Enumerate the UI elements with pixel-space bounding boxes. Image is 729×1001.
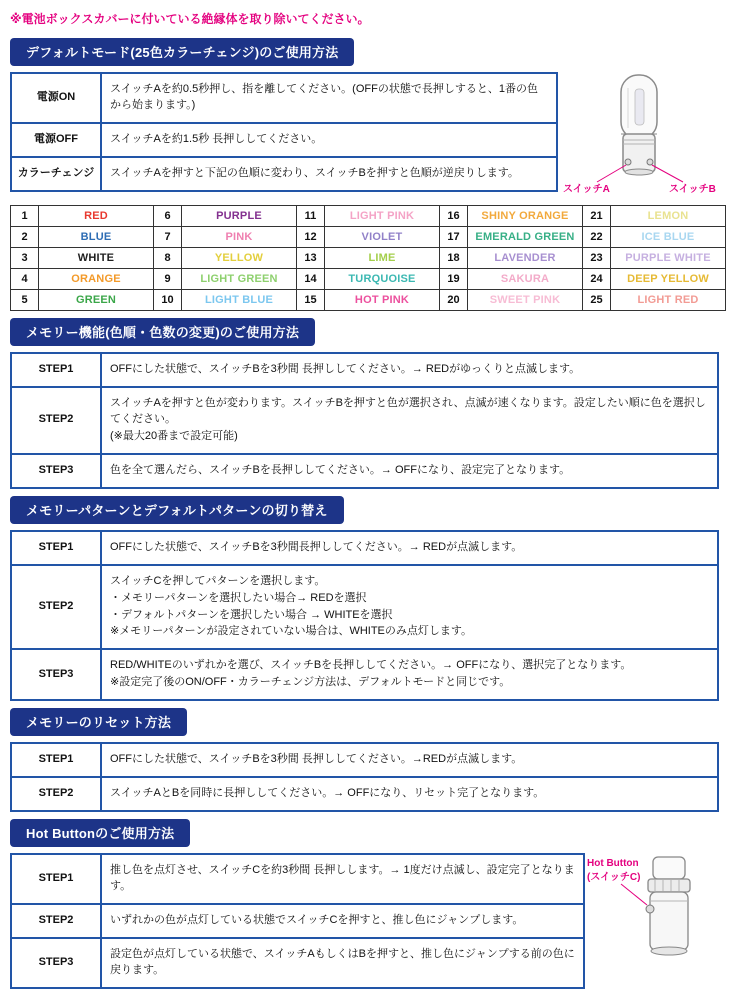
table-row	[11, 649, 718, 700]
row-text-line: ・デフォルトパターンを選択したい場合 → WHITEを選択	[110, 608, 393, 621]
row-label: STEP1	[11, 353, 101, 387]
row-text	[101, 454, 718, 488]
row-text-line: OFFにした状態で、スイッチBを3秒間長押ししてください。→ REDが点滅します。	[110, 540, 523, 553]
row-label: STEP3	[11, 649, 101, 700]
color-table-row	[11, 227, 726, 248]
color-name: WHITE	[39, 248, 154, 269]
row-text-line: いずれかの色が点灯している状態でスイッチCを押すと、推し色にジャンプします。	[110, 914, 524, 926]
color-name: RED	[39, 206, 154, 227]
row-text	[101, 73, 557, 123]
color-table-row	[11, 206, 726, 227]
row-text	[101, 123, 557, 157]
color-name: ICE BLUE	[611, 227, 726, 248]
color-name: LAVENDER	[468, 248, 583, 269]
hot-button-table	[10, 853, 585, 989]
color-number: 9	[154, 269, 182, 290]
color-number: 25	[583, 290, 611, 311]
color-number: 24	[583, 269, 611, 290]
row-text-line: スイッチAを約1.5秒 長押ししてください。	[110, 132, 323, 145]
color-number: 21	[583, 206, 611, 227]
color-name: LIGHT GREEN	[182, 269, 297, 290]
row-text-line: ※設定完了後のON/OFF・カラーチェンジ方法は、デフォルトモードと同じです。	[110, 676, 511, 689]
row-text	[101, 743, 718, 777]
color-name: SHINY ORANGE	[468, 206, 583, 227]
row-label: STEP1	[11, 854, 101, 904]
row-label: 電源OFF	[11, 123, 101, 157]
memory-reset-table	[10, 742, 719, 812]
color-order-table	[10, 205, 726, 311]
color-name: LEMON	[611, 206, 726, 227]
color-number: 5	[11, 290, 39, 311]
row-text-line: スイッチCを押してパターンを選択します。	[110, 574, 326, 587]
table-row	[11, 565, 718, 650]
color-number: 18	[440, 248, 468, 269]
color-name: HOT PINK	[325, 290, 440, 311]
color-name: PURPLE	[182, 206, 297, 227]
color-name: TURQUOISE	[325, 269, 440, 290]
row-text-line: スイッチAを押すと下記の色順に変わり、スイッチBを押すと色順が逆戻りします。	[110, 166, 519, 179]
color-number: 15	[297, 290, 325, 311]
color-name: EMERALD GREEN	[468, 227, 583, 248]
color-name: LIGHT BLUE	[182, 290, 297, 311]
hot-button-drawing	[585, 853, 719, 965]
row-label: STEP2	[11, 387, 101, 454]
table-row	[11, 531, 718, 565]
color-name: DEEP YELLOW	[611, 269, 726, 290]
section-title-memory-mode: メモリー機能(色順・色数の変更)のご使用方法	[10, 318, 315, 346]
row-label: STEP1	[11, 531, 101, 565]
row-text-line: スイッチAを約0.5秒押し、指を離してください。(OFFの状態で長押しすると、1番の色から始まります。)	[110, 83, 538, 111]
hot-button-illustration	[585, 853, 719, 965]
switch-c-label: (スイッチC)	[587, 872, 641, 884]
color-name: LIME	[325, 248, 440, 269]
color-number: 16	[440, 206, 468, 227]
color-number: 11	[297, 206, 325, 227]
row-text	[101, 904, 584, 938]
row-text-line: スイッチAを押すと色が変わります。スイッチBを押すと色が選択され、点滅が速くなります。設定したい順に色を選択してください。	[110, 396, 706, 425]
section-title-memory-reset: メモリーのリセット方法	[10, 708, 187, 736]
row-text-line: OFFにした状態で、スイッチBを3秒間 長押ししてください。→ REDがゆっくりと点滅します。	[110, 363, 581, 375]
color-name: YELLOW	[182, 248, 297, 269]
color-number: 12	[297, 227, 325, 248]
switch-c-button-icon	[646, 905, 654, 913]
color-number: 13	[297, 248, 325, 269]
table-row	[11, 353, 718, 387]
row-text	[101, 777, 718, 811]
row-label: STEP2	[11, 904, 101, 938]
color-name: PINK	[182, 227, 297, 248]
row-label: STEP1	[11, 743, 101, 777]
table-row	[11, 777, 718, 811]
color-number: 14	[297, 269, 325, 290]
color-number: 8	[154, 248, 182, 269]
row-text	[101, 353, 718, 387]
memory-mode-table	[10, 352, 719, 489]
row-text-line: スイッチAとBを同時に長押ししてください。→ OFFになり、リセット完了となります。	[110, 787, 545, 800]
color-number: 4	[11, 269, 39, 290]
color-name: BLUE	[39, 227, 154, 248]
row-text	[101, 157, 557, 191]
color-number: 2	[11, 227, 39, 248]
row-text-line: OFFにした状態で、スイッチBを3秒間 長押ししてください。→REDが点滅します。	[110, 753, 523, 766]
color-number: 22	[583, 227, 611, 248]
table-row	[11, 387, 718, 454]
table-row	[11, 73, 557, 123]
color-table-row	[11, 248, 726, 269]
table-row	[11, 157, 557, 191]
default-mode-row	[10, 72, 719, 196]
row-text-line: 推し色を点灯させ、スイッチCを約3秒間 長押しします。→ 1度だけ点滅し、設定完了となります。	[110, 864, 575, 893]
table-row	[11, 454, 718, 488]
row-text	[101, 387, 718, 454]
color-number: 20	[440, 290, 468, 311]
table-row	[11, 904, 584, 938]
color-name: SAKURA	[468, 269, 583, 290]
row-label: STEP2	[11, 777, 101, 811]
color-number: 1	[11, 206, 39, 227]
row-text-line: ※メモリーパターンが設定されていない場合は、WHITEのみ点灯します。	[110, 625, 473, 638]
row-label: 電源ON	[11, 73, 101, 123]
switch-b-label: スイッチB	[668, 184, 716, 195]
color-name: SWEET PINK	[468, 290, 583, 311]
penlight-drawing	[559, 72, 719, 196]
color-name: PURPLE WHITE	[611, 248, 726, 269]
color-name: ORANGE	[39, 269, 154, 290]
hot-button-label: Hot Button	[587, 858, 639, 870]
color-name: LIGHT PINK	[325, 206, 440, 227]
color-table-row	[11, 290, 726, 311]
switch-a-button-icon	[625, 159, 631, 165]
color-number: 6	[154, 206, 182, 227]
default-mode-table	[10, 72, 558, 192]
color-number: 3	[11, 248, 39, 269]
row-label: STEP3	[11, 938, 101, 988]
color-number: 10	[154, 290, 182, 311]
hot-button-row	[10, 853, 719, 989]
switch-b-button-icon	[647, 159, 653, 165]
row-text	[101, 938, 584, 988]
color-name: GREEN	[39, 290, 154, 311]
row-text-line: ・メモリーパターンを選択したい場合→ REDを選択	[110, 591, 367, 604]
color-number: 17	[440, 227, 468, 248]
row-text-line: 色を全て選んだら、スイッチBを長押ししてください。→ OFFになり、設定完了となります。	[110, 463, 571, 476]
section-title-default-mode: デフォルトモード(25色カラーチェンジ)のご使用方法	[10, 38, 354, 66]
row-text	[101, 649, 718, 700]
color-number: 23	[583, 248, 611, 269]
row-text	[101, 531, 718, 565]
pattern-switch-table	[10, 530, 719, 702]
table-row	[11, 123, 557, 157]
section-title-hot-button: Hot Buttonのご使用方法	[10, 819, 190, 847]
color-table-row	[11, 269, 726, 290]
row-text	[101, 854, 584, 904]
row-text-line: (※最大20番まで設定可能)	[110, 429, 238, 442]
row-text-line: 設定色が点灯している状態で、スイッチAもしくはBを押すと、推し色にジャンプする前の色に戻ります。	[110, 947, 575, 976]
row-label: STEP2	[11, 565, 101, 650]
section-title-pattern-switch: メモリーパターンとデフォルトパターンの切り替え	[10, 496, 344, 524]
row-label: STEP3	[11, 454, 101, 488]
color-number: 19	[440, 269, 468, 290]
row-text-line: RED/WHITEのいずれかを選び、スイッチBを長押ししてください。→ OFFになり、選択完了となります。	[110, 659, 632, 672]
penlight-illustration	[558, 72, 719, 196]
color-number: 7	[154, 227, 182, 248]
insulator-note: ※電池ボックスカバーに付いている絶縁体を取り除いてください。	[10, 12, 370, 26]
color-name: LIGHT RED	[611, 290, 726, 311]
color-name: VIOLET	[325, 227, 440, 248]
row-text	[101, 565, 718, 650]
row-label: カラーチェンジ	[11, 157, 101, 191]
table-row	[11, 938, 584, 988]
table-row	[11, 854, 584, 904]
table-row	[11, 743, 718, 777]
switch-a-label: スイッチA	[562, 184, 610, 195]
